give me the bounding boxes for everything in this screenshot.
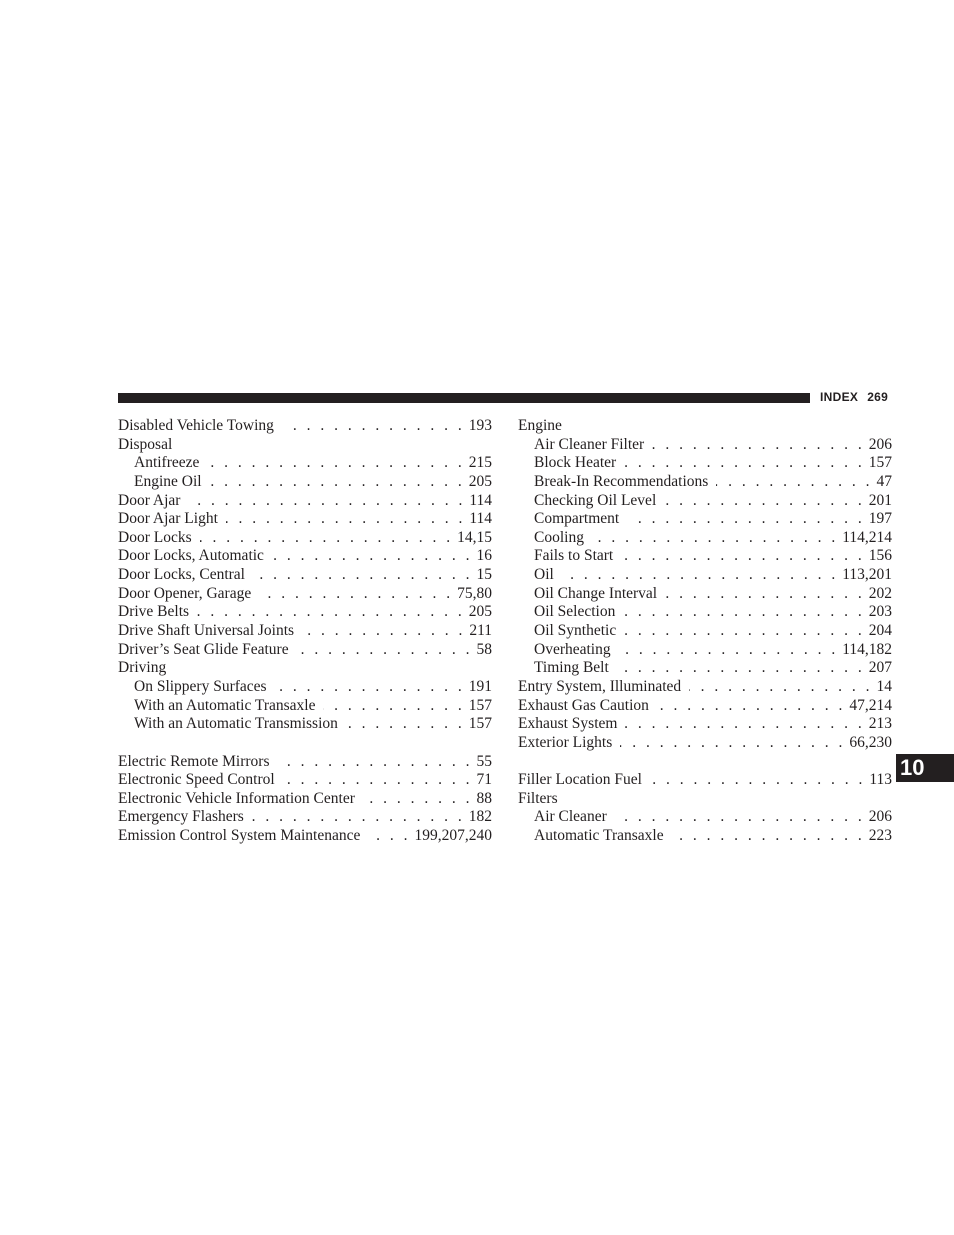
entry-pages: 213 (868, 715, 892, 733)
dot-leader (252, 808, 465, 827)
entry-pages: 55 (476, 752, 492, 770)
entry-term: Electric Remote Mirrors (118, 752, 270, 770)
index-subentry (118, 678, 492, 697)
entry-term: Air Cleaner Filter (534, 435, 645, 453)
entry-pages: 14 (876, 677, 892, 695)
entry-pages: 16 (476, 547, 492, 565)
entry-pages: 201 (868, 491, 892, 509)
entry-pages: 157 (868, 454, 892, 472)
dot-leader (302, 622, 465, 641)
index-entry (518, 715, 892, 734)
dot-leader (297, 641, 473, 660)
index-entry (518, 678, 892, 697)
entry-pages: 114,214 (842, 528, 892, 546)
dot-leader (624, 622, 865, 641)
dot-leader (282, 417, 465, 436)
entry-term: Compartment (534, 510, 620, 528)
entry-term: Drive Shaft Universal Joints (118, 622, 295, 640)
index-entry (118, 659, 492, 678)
index-subentry (118, 715, 492, 734)
index-subentry (518, 641, 892, 660)
index-subentry (518, 547, 892, 566)
entry-pages: 14,15 (457, 528, 492, 546)
index-entry (118, 585, 492, 604)
dot-leader (253, 566, 473, 585)
dot-leader (650, 771, 865, 790)
dot-leader (283, 771, 473, 790)
entry-pages: 47,214 (849, 696, 892, 714)
entry-pages: 47 (876, 472, 892, 490)
dot-leader (368, 827, 410, 846)
index-subentry (518, 436, 892, 455)
dot-leader (664, 492, 865, 511)
index-entry (118, 492, 492, 511)
index-entry (118, 510, 492, 529)
entry-term: Oil Synthetic (534, 622, 617, 640)
entry-term: Antifreeze (134, 454, 200, 472)
dot-leader (188, 492, 465, 511)
entry-term: Oil Change Interval (534, 584, 658, 602)
entry-pages: 157 (468, 715, 492, 733)
entry-term: Electronic Vehicle Information Center (118, 789, 355, 807)
index-column-right (518, 417, 892, 846)
dot-leader (259, 585, 453, 604)
entry-pages: 113,201 (842, 566, 892, 584)
index-entry (518, 697, 892, 716)
page-number: 269 (867, 390, 889, 404)
index-subentry (118, 473, 492, 492)
dot-leader (624, 454, 865, 473)
index-subentry (118, 697, 492, 716)
entry-pages: 114 (469, 491, 492, 509)
entry-term: Door Ajar Light (118, 510, 218, 528)
dot-leader (592, 529, 838, 548)
chapter-tab: 10 (896, 754, 954, 782)
index-subentry (518, 510, 892, 529)
index-entry (518, 734, 892, 753)
entry-pages: 223 (868, 827, 892, 845)
entry-pages: 206 (868, 435, 892, 453)
index-entry (518, 771, 892, 790)
index-subentry (518, 529, 892, 548)
index-entry (118, 566, 492, 585)
entry-pages: 206 (868, 808, 892, 826)
dot-leader (275, 678, 465, 697)
entry-term: Oil (534, 566, 554, 584)
index-subentry (118, 454, 492, 473)
entry-pages: 191 (468, 677, 492, 695)
entry-term: Break-In Recommendations (534, 472, 709, 490)
entry-term: Door Opener, Garage (118, 584, 252, 602)
index-subentry (518, 808, 892, 827)
entry-term: Driver’s Seat Glide Feature (118, 640, 289, 658)
index-entry (118, 529, 492, 548)
entry-term: Fails to Start (534, 547, 614, 565)
index-subentry (518, 454, 892, 473)
dot-leader (672, 827, 865, 846)
index-subentry (518, 566, 892, 585)
entry-term: Air Cleaner (534, 808, 607, 826)
index-entry (118, 808, 492, 827)
entry-pages: 205 (468, 603, 492, 621)
entry-term: Automatic Transaxle (534, 827, 664, 845)
entry-term: Exhaust System (518, 715, 618, 733)
entry-pages: 193 (468, 417, 492, 434)
index-subentry (518, 659, 892, 678)
entry-term: Timing Belt (534, 659, 609, 677)
entry-pages: 114 (469, 510, 492, 528)
entry-pages: 215 (468, 454, 492, 472)
entry-term: Emission Control System Maintenance (118, 827, 361, 845)
entry-term: Checking Oil Level (534, 491, 657, 509)
entry-term: Entry System, Illuminated (518, 677, 682, 695)
entry-pages: 199,207,240 (414, 827, 492, 845)
index-entry (118, 790, 492, 809)
entry-term: Door Locks, Automatic (118, 547, 264, 565)
dot-leader (625, 715, 864, 734)
entry-term: Overheating (534, 640, 611, 658)
index-subentry (518, 473, 892, 492)
index-entry (118, 771, 492, 790)
entry-term: Engine (518, 417, 562, 434)
dot-leader (226, 510, 465, 529)
dot-leader (617, 659, 865, 678)
section-title: INDEX (820, 390, 859, 404)
dot-leader (652, 436, 865, 455)
index-entry (118, 436, 492, 455)
running-header (820, 390, 888, 404)
entry-pages: 58 (476, 640, 492, 658)
entry-term: Cooling (534, 528, 584, 546)
index-subentry (518, 603, 892, 622)
index-column-left (118, 417, 492, 846)
dot-leader (200, 529, 454, 548)
entry-term: Engine Oil (134, 472, 202, 490)
dot-leader (623, 603, 864, 622)
index-subentry (518, 622, 892, 641)
entry-pages: 197 (868, 510, 892, 528)
entry-term: Electronic Speed Control (118, 771, 275, 789)
index-entry (118, 827, 492, 846)
entry-term: Filters (518, 789, 558, 807)
entry-pages: 157 (468, 696, 492, 714)
dot-leader (657, 697, 846, 716)
entry-pages: 88 (476, 789, 492, 807)
entry-term: On Slippery Surfaces (134, 677, 267, 695)
entry-gap (518, 753, 892, 772)
dot-leader (621, 547, 865, 566)
entry-pages: 202 (868, 584, 892, 602)
index-subentry (518, 585, 892, 604)
entry-term: Filler Location Fuel (518, 771, 642, 789)
dot-leader (620, 734, 845, 753)
dot-leader (689, 678, 872, 697)
entry-gap (118, 734, 492, 753)
dot-leader (207, 454, 464, 473)
entry-pages: 66,230 (849, 733, 892, 751)
entry-pages: 114,182 (842, 640, 892, 658)
dot-leader (210, 473, 465, 492)
header-rule (118, 393, 810, 403)
index-entry (118, 622, 492, 641)
entry-term: Disabled Vehicle Towing (118, 417, 274, 434)
dot-leader (665, 585, 865, 604)
dot-leader (562, 566, 838, 585)
entry-term: Disposal (118, 435, 173, 453)
index-entry (118, 417, 492, 436)
entry-pages: 182 (468, 808, 492, 826)
index-subentry (518, 827, 892, 846)
index-entry (118, 547, 492, 566)
dot-leader (619, 641, 839, 660)
entry-pages: 204 (868, 622, 892, 640)
entry-term: Oil Selection (534, 603, 616, 621)
entry-pages: 203 (868, 603, 892, 621)
entry-pages: 113 (869, 771, 892, 789)
entry-pages: 15 (476, 566, 492, 584)
dot-leader (272, 547, 473, 566)
entry-term: Block Heater (534, 454, 617, 472)
entry-term: With an Automatic Transmission (134, 715, 338, 733)
entry-pages: 207 (868, 659, 892, 677)
entry-pages: 71 (476, 771, 492, 789)
entry-term: With an Automatic Transaxle (134, 696, 316, 714)
dot-leader (716, 473, 872, 492)
index-entry (518, 417, 892, 436)
dot-leader (346, 715, 465, 734)
entry-pages: 211 (469, 622, 492, 640)
entry-term: Door Ajar (118, 491, 181, 509)
index-entry (118, 753, 492, 772)
entry-term: Emergency Flashers (118, 808, 244, 826)
dot-leader (615, 808, 865, 827)
entry-term: Driving (118, 659, 167, 677)
entry-pages: 75,80 (457, 584, 492, 602)
entry-term: Exhaust Gas Caution (518, 696, 649, 714)
dot-leader (627, 510, 865, 529)
index-entry (118, 641, 492, 660)
entry-pages: 205 (468, 472, 492, 490)
index-subentry (518, 492, 892, 511)
entry-term: Drive Belts (118, 603, 190, 621)
entry-term: Door Locks (118, 528, 192, 546)
dot-leader (323, 697, 464, 716)
entry-term: Exterior Lights (518, 733, 613, 751)
dot-leader (278, 753, 473, 772)
entry-term: Door Locks, Central (118, 566, 245, 584)
index-entry (518, 790, 892, 809)
entry-pages: 156 (868, 547, 892, 565)
dot-leader (363, 790, 473, 809)
dot-leader (197, 603, 465, 622)
index-entry (118, 603, 492, 622)
